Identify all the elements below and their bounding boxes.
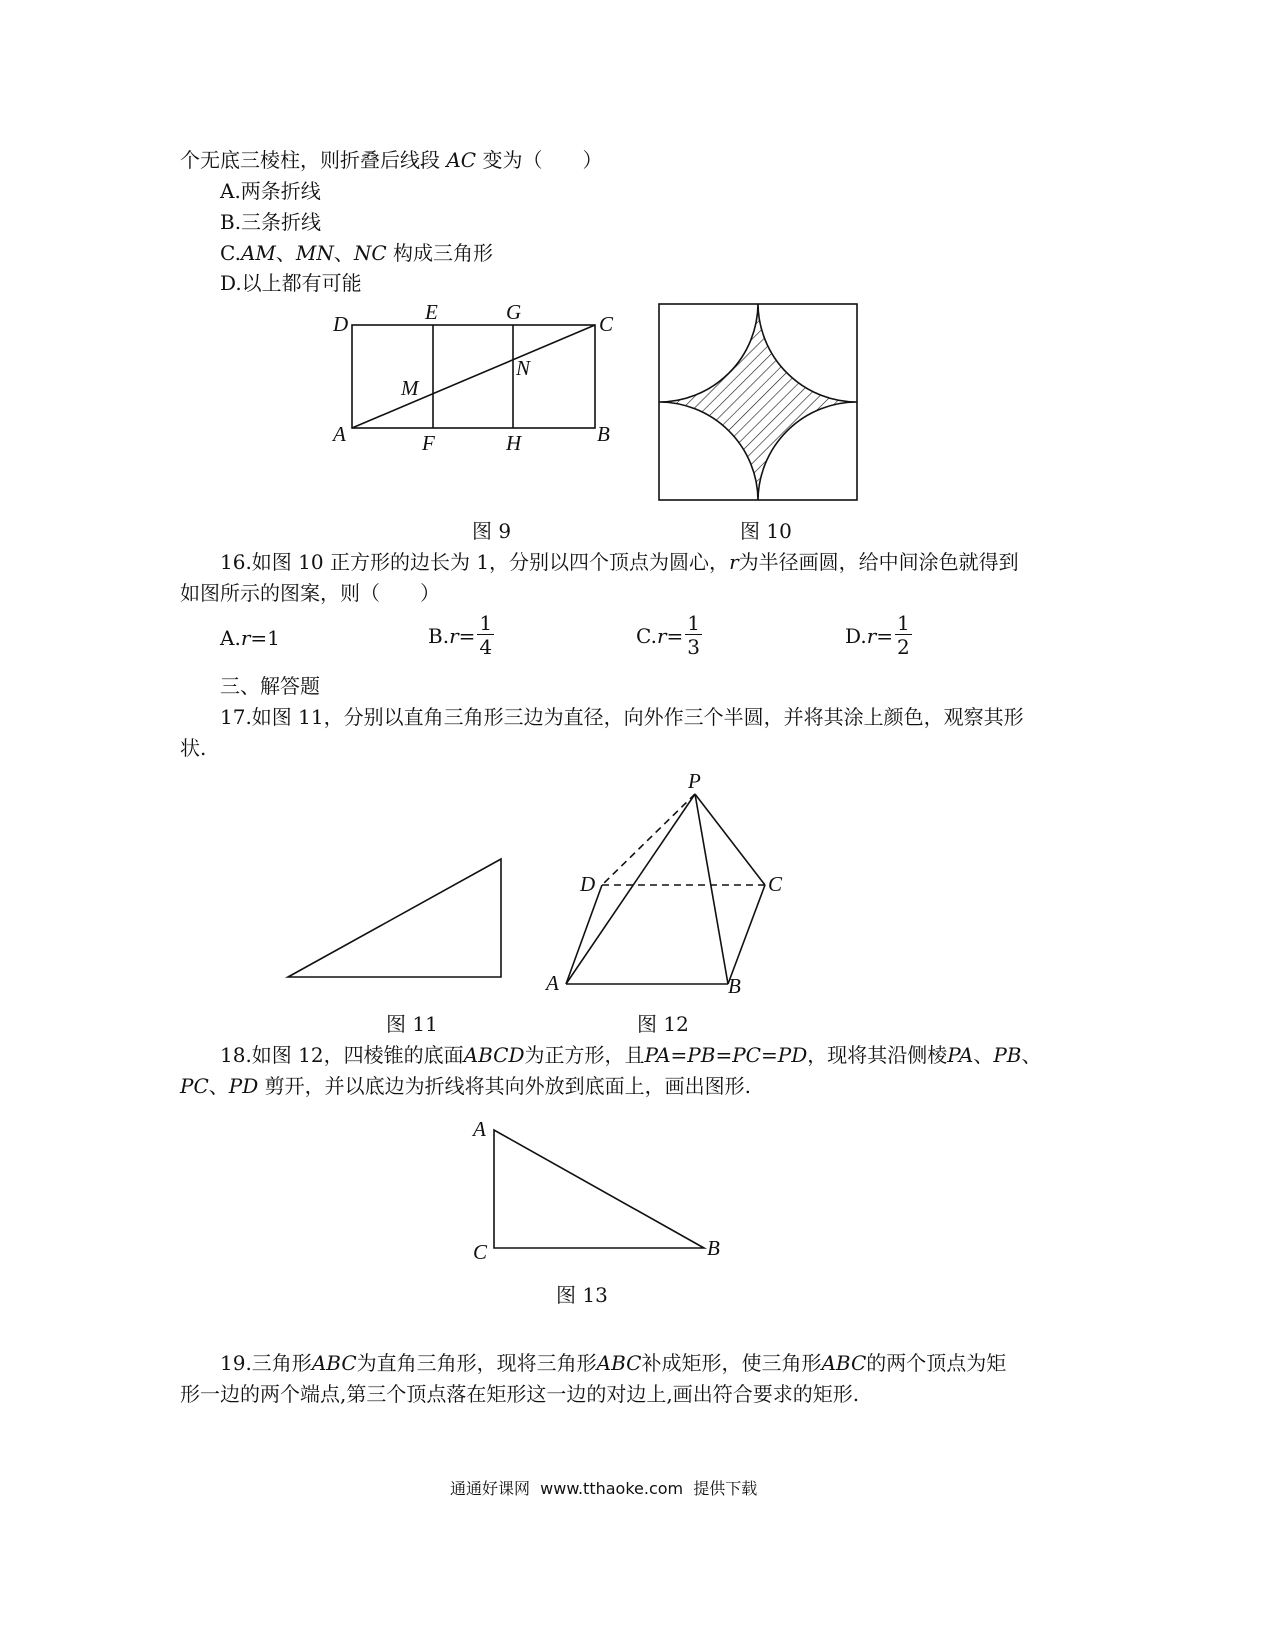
q15-stem-text-a: 个无底三棱柱，则折叠后线段 — [180, 148, 440, 172]
q16-option-c-den: 3 — [687, 635, 701, 659]
figure-10 — [655, 300, 865, 506]
q16-option-d-fraction — [895, 612, 912, 659]
q16-option-c-prefix: C. — [636, 623, 657, 648]
q16-option-b-var: r — [449, 623, 459, 648]
fig9-label-G: G — [506, 300, 522, 324]
q16-option-b-num: 1 — [479, 611, 493, 635]
q16-option-d-var: r — [866, 623, 877, 648]
fig12-label-B: B — [728, 974, 741, 998]
q16-option-b-den: 4 — [479, 635, 493, 659]
q18-text-b: 为正方形，且 — [524, 1043, 645, 1067]
figure-11 — [280, 850, 510, 985]
fig13-label-B: B — [707, 1236, 720, 1260]
q19-var-abc-2: ABC — [596, 1351, 642, 1375]
q15-stem-var: AC — [446, 148, 477, 172]
q15-stem-text-b: 变为（ ） — [482, 148, 603, 172]
q16-option-c-eq: = — [666, 623, 684, 648]
q18-var-pb: PB — [993, 1043, 1022, 1067]
q18-line2 — [180, 1074, 751, 1098]
q15-option-c-sep2: 、 — [333, 241, 354, 265]
figure-13 — [465, 1112, 735, 1267]
fig11-right-triangle — [288, 859, 501, 977]
q18-var-pc: PC — [180, 1074, 209, 1098]
q15-stem — [180, 148, 602, 172]
q18-text-a: 18.如图 12，四棱锥的底面 — [220, 1043, 464, 1067]
q19-text-a: 19.三角形 — [220, 1351, 312, 1375]
q15-option-c — [220, 241, 493, 265]
q16-option-a-var: r — [240, 626, 251, 650]
q15-option-c-var2: MN — [295, 241, 334, 265]
fig12-edge-DA — [566, 885, 602, 984]
q16-option-b-prefix: B. — [428, 623, 450, 648]
figure-12 — [540, 768, 800, 998]
q16-text-a: 16.如图 10 正方形的边长为 1，分别以四个顶点为圆心， — [220, 550, 730, 574]
q16-option-c-fraction — [685, 612, 702, 659]
q15-option-b: B.三条折线 — [220, 210, 322, 234]
q18-var-pa: PA — [947, 1043, 974, 1067]
fig13-right-triangle — [494, 1130, 704, 1248]
q15-option-c-text: 构成三角形 — [393, 241, 494, 265]
q16-option-b-eq: = — [458, 623, 476, 648]
fig12-edge-BC — [728, 885, 765, 984]
fig10-caption: 图 10 — [740, 519, 792, 543]
q16-option-d-num: 1 — [897, 611, 910, 635]
q18-text-d: 剪开，并以底边为折线将其向外放到底面上，画出图形. — [264, 1074, 751, 1098]
q16-option-d — [845, 612, 912, 659]
q16-option-a-value: =1 — [250, 626, 280, 650]
q16-option-c-var: r — [656, 623, 667, 648]
q15-option-c-var3: NC — [353, 241, 387, 265]
q16-option-a — [220, 626, 280, 650]
fig9-label-C: C — [599, 312, 614, 336]
q16-var-r: r — [729, 550, 739, 574]
fig9-label-H: H — [506, 431, 522, 455]
q17-line1: 17.如图 11，分别以直角三角形三边为直径，向外作三个半圆，并将其涂上颜色，观察其形 — [220, 705, 1024, 729]
q19-text-c: 补成矩形，使三角形 — [641, 1351, 822, 1375]
fig9-label-M: M — [401, 376, 419, 400]
q16-option-d-den: 2 — [897, 635, 910, 659]
q15-option-c-prefix: C. — [220, 241, 241, 265]
q16-option-c-num: 1 — [687, 611, 701, 635]
q19-text-b: 为直角三角形，现将三角形 — [356, 1351, 597, 1375]
q18-var-abcd: ABCD — [463, 1043, 525, 1067]
q16-option-c — [636, 612, 702, 659]
q16-option-a-prefix: A. — [220, 626, 241, 650]
q16-stem-line2: 如图所示的图案，则（ ） — [180, 581, 440, 605]
q18-sep1: 、 — [973, 1043, 994, 1067]
q19-var-abc-1: ABC — [311, 1351, 357, 1375]
figure-9 — [325, 295, 625, 460]
q16-option-b — [428, 612, 494, 659]
fig10-shaded-region — [659, 304, 857, 500]
fig9-label-D: D — [333, 312, 349, 336]
fig12-label-C: C — [768, 872, 783, 896]
q18-var-equal-edges: PA=PB=PC=PD — [644, 1043, 808, 1067]
q15-option-c-var1: AM — [240, 241, 276, 265]
q19-line2: 形一边的两个端点,第三个顶点落在矩形这一边的对边上,画出符合要求的矩形. — [180, 1382, 860, 1406]
q19-var-abc-3: ABC — [821, 1351, 867, 1375]
q18-text-c: ，现将其沿侧棱 — [807, 1043, 948, 1067]
fig12-caption: 图 12 — [637, 1012, 689, 1036]
q15-option-c-sep1: 、 — [275, 241, 296, 265]
q16-text-b: 为半径画圆，给中间涂色就得到 — [738, 550, 1019, 574]
fig9-diagonal-AC — [352, 325, 595, 428]
fig12-label-D: D — [580, 872, 596, 896]
q16-stem-line1 — [220, 550, 1019, 574]
q16-option-b-fraction — [477, 612, 494, 659]
q18-sep3: 、 — [208, 1074, 229, 1098]
fig12-label-P: P — [688, 769, 701, 793]
q19-line1 — [220, 1351, 1006, 1375]
q17-line2: 状. — [180, 736, 207, 760]
fig9-label-F: F — [422, 431, 435, 455]
q15-option-d: D.以上都有可能 — [220, 271, 362, 295]
page-footer: 通通好课网 www.tthaoke.com 提供下载 — [450, 1479, 758, 1498]
fig12-edge-PB — [695, 794, 728, 984]
fig13-label-C: C — [473, 1240, 488, 1264]
fig12-edge-PC — [695, 794, 765, 885]
fig12-edge-PD-hidden — [602, 794, 695, 885]
fig9-label-B: B — [597, 422, 610, 446]
q16-option-d-eq: = — [876, 623, 894, 648]
fig9-label-E: E — [425, 300, 438, 324]
q19-text-d: 的两个顶点为矩 — [866, 1351, 1007, 1375]
fig11-caption: 图 11 — [386, 1012, 438, 1036]
fig13-caption: 图 13 — [556, 1283, 608, 1307]
q18-var-pd: PD — [228, 1074, 259, 1098]
fig13-label-A: A — [473, 1117, 486, 1141]
fig9-label-N: N — [516, 356, 531, 380]
section-heading: 三、解答题 — [220, 674, 320, 698]
q18-sep2: 、 — [1021, 1043, 1042, 1067]
fig9-label-A: A — [333, 422, 346, 446]
q18-line1 — [220, 1043, 1041, 1067]
q15-option-a: A.两条折线 — [220, 179, 321, 203]
fig9-caption: 图 9 — [472, 519, 512, 543]
q16-option-d-prefix: D. — [845, 623, 867, 648]
fig12-label-A: A — [546, 971, 559, 995]
